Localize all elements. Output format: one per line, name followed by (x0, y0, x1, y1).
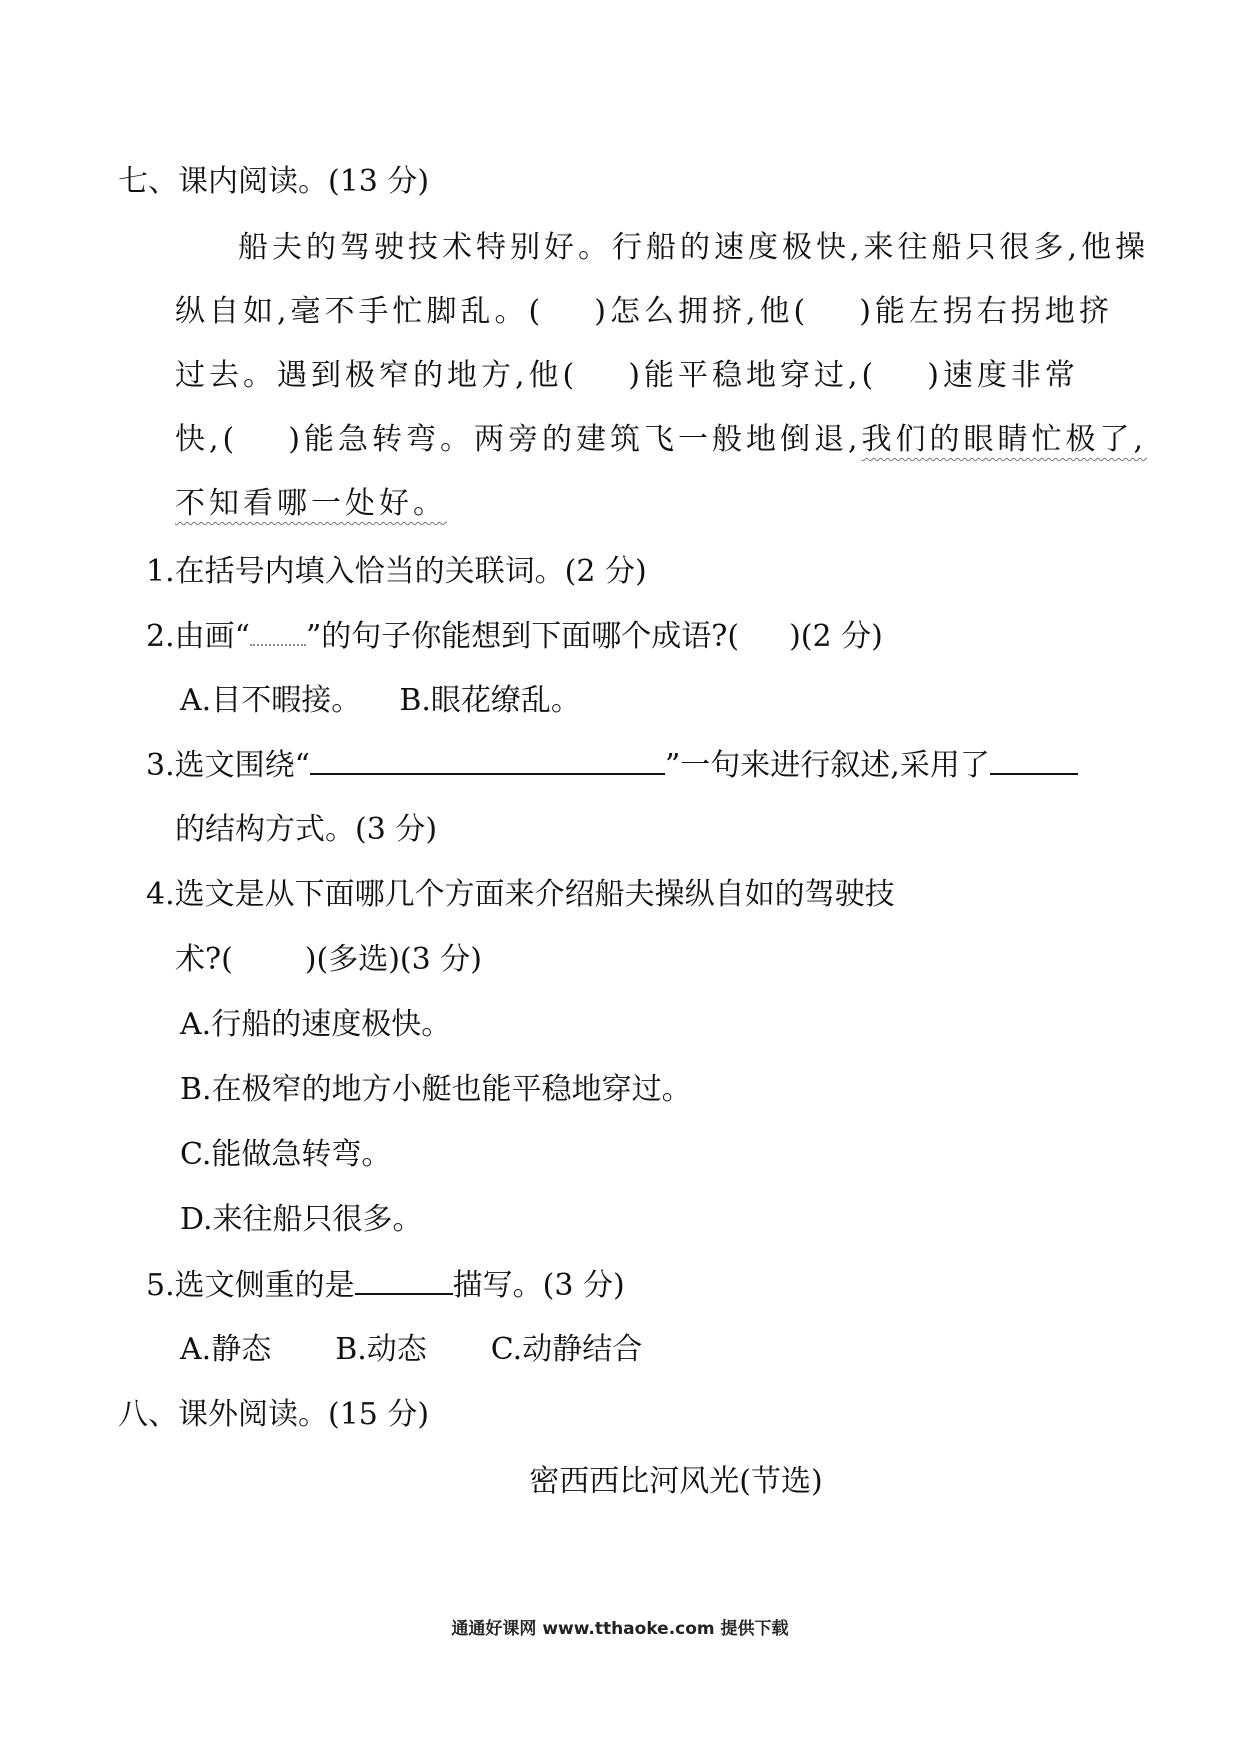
passage-line-1: 船夫的驾驶技术特别好。行船的速度极快,来往船只很多,他操 (238, 230, 1150, 265)
question-3: 3.选文围绕“ ”一句来进行叙述,采用了 (146, 745, 1078, 786)
wavy-underlined-sentence-part-2: 不知看哪一处好。 (175, 486, 447, 521)
passage-line-5 (175, 484, 447, 524)
answer-blank[interactable] (990, 745, 1078, 775)
question-1: 1.在括号内填入恰当的关联词。(2 分) (146, 554, 647, 589)
section-7-heading: 七、课内阅读。(13 分) (118, 164, 430, 199)
question-4-option-c: C.能做急转弯。 (180, 1137, 392, 1172)
question-4-option-b: B.在极窄的地方小艇也能平稳地穿过。 (180, 1072, 692, 1107)
section-8-heading: 八、课外阅读。(15 分) (118, 1397, 430, 1432)
answer-blank[interactable] (355, 1265, 453, 1295)
question-5-options: A.静态 B.动态 C.动静结合 (180, 1332, 643, 1367)
passage-title: 密西西比河风光(节选) (529, 1464, 823, 1499)
question-4-option-d: D.来往船只很多。 (180, 1202, 423, 1237)
passage-line-3: 过去。遇到极窄的地方,他( )能平稳地穿过,( )速度非常 (175, 358, 1079, 393)
answer-blank[interactable] (310, 745, 665, 775)
wavy-line-sample (250, 634, 306, 646)
footer-watermark: 通通好课网 www.tthaoke.com 提供下载 (451, 1619, 789, 1639)
question-2: 2.由画“ ”的句子你能想到下面哪个成语?( )(2 分) (146, 619, 883, 654)
passage-line-4: 快,( )能急转弯。两旁的建筑飞一般地倒退,我们的眼睛忙极了, (175, 422, 1148, 457)
passage-line-2: 纵自如,毫不手忙脚乱。( )怎么拥挤,他( )能左拐右拐地挤 (175, 294, 1113, 329)
wavy-underlined-sentence-part-1: 我们的眼睛忙极了, (861, 422, 1148, 457)
question-4-continued: 术?( )(多选)(3 分) (175, 942, 482, 977)
question-4-option-a: A.行船的速度极快。 (180, 1007, 452, 1042)
question-4: 4.选文是从下面哪几个方面来介绍船夫操纵自如的驾驶技 (146, 877, 895, 912)
question-3-continued: 的结构方式。(3 分) (175, 812, 438, 847)
question-5: 5.选文侧重的是 描写。(3 分) (146, 1265, 625, 1306)
question-2-options: A.目不暇接。 B.眼花缭乱。 (180, 683, 581, 718)
